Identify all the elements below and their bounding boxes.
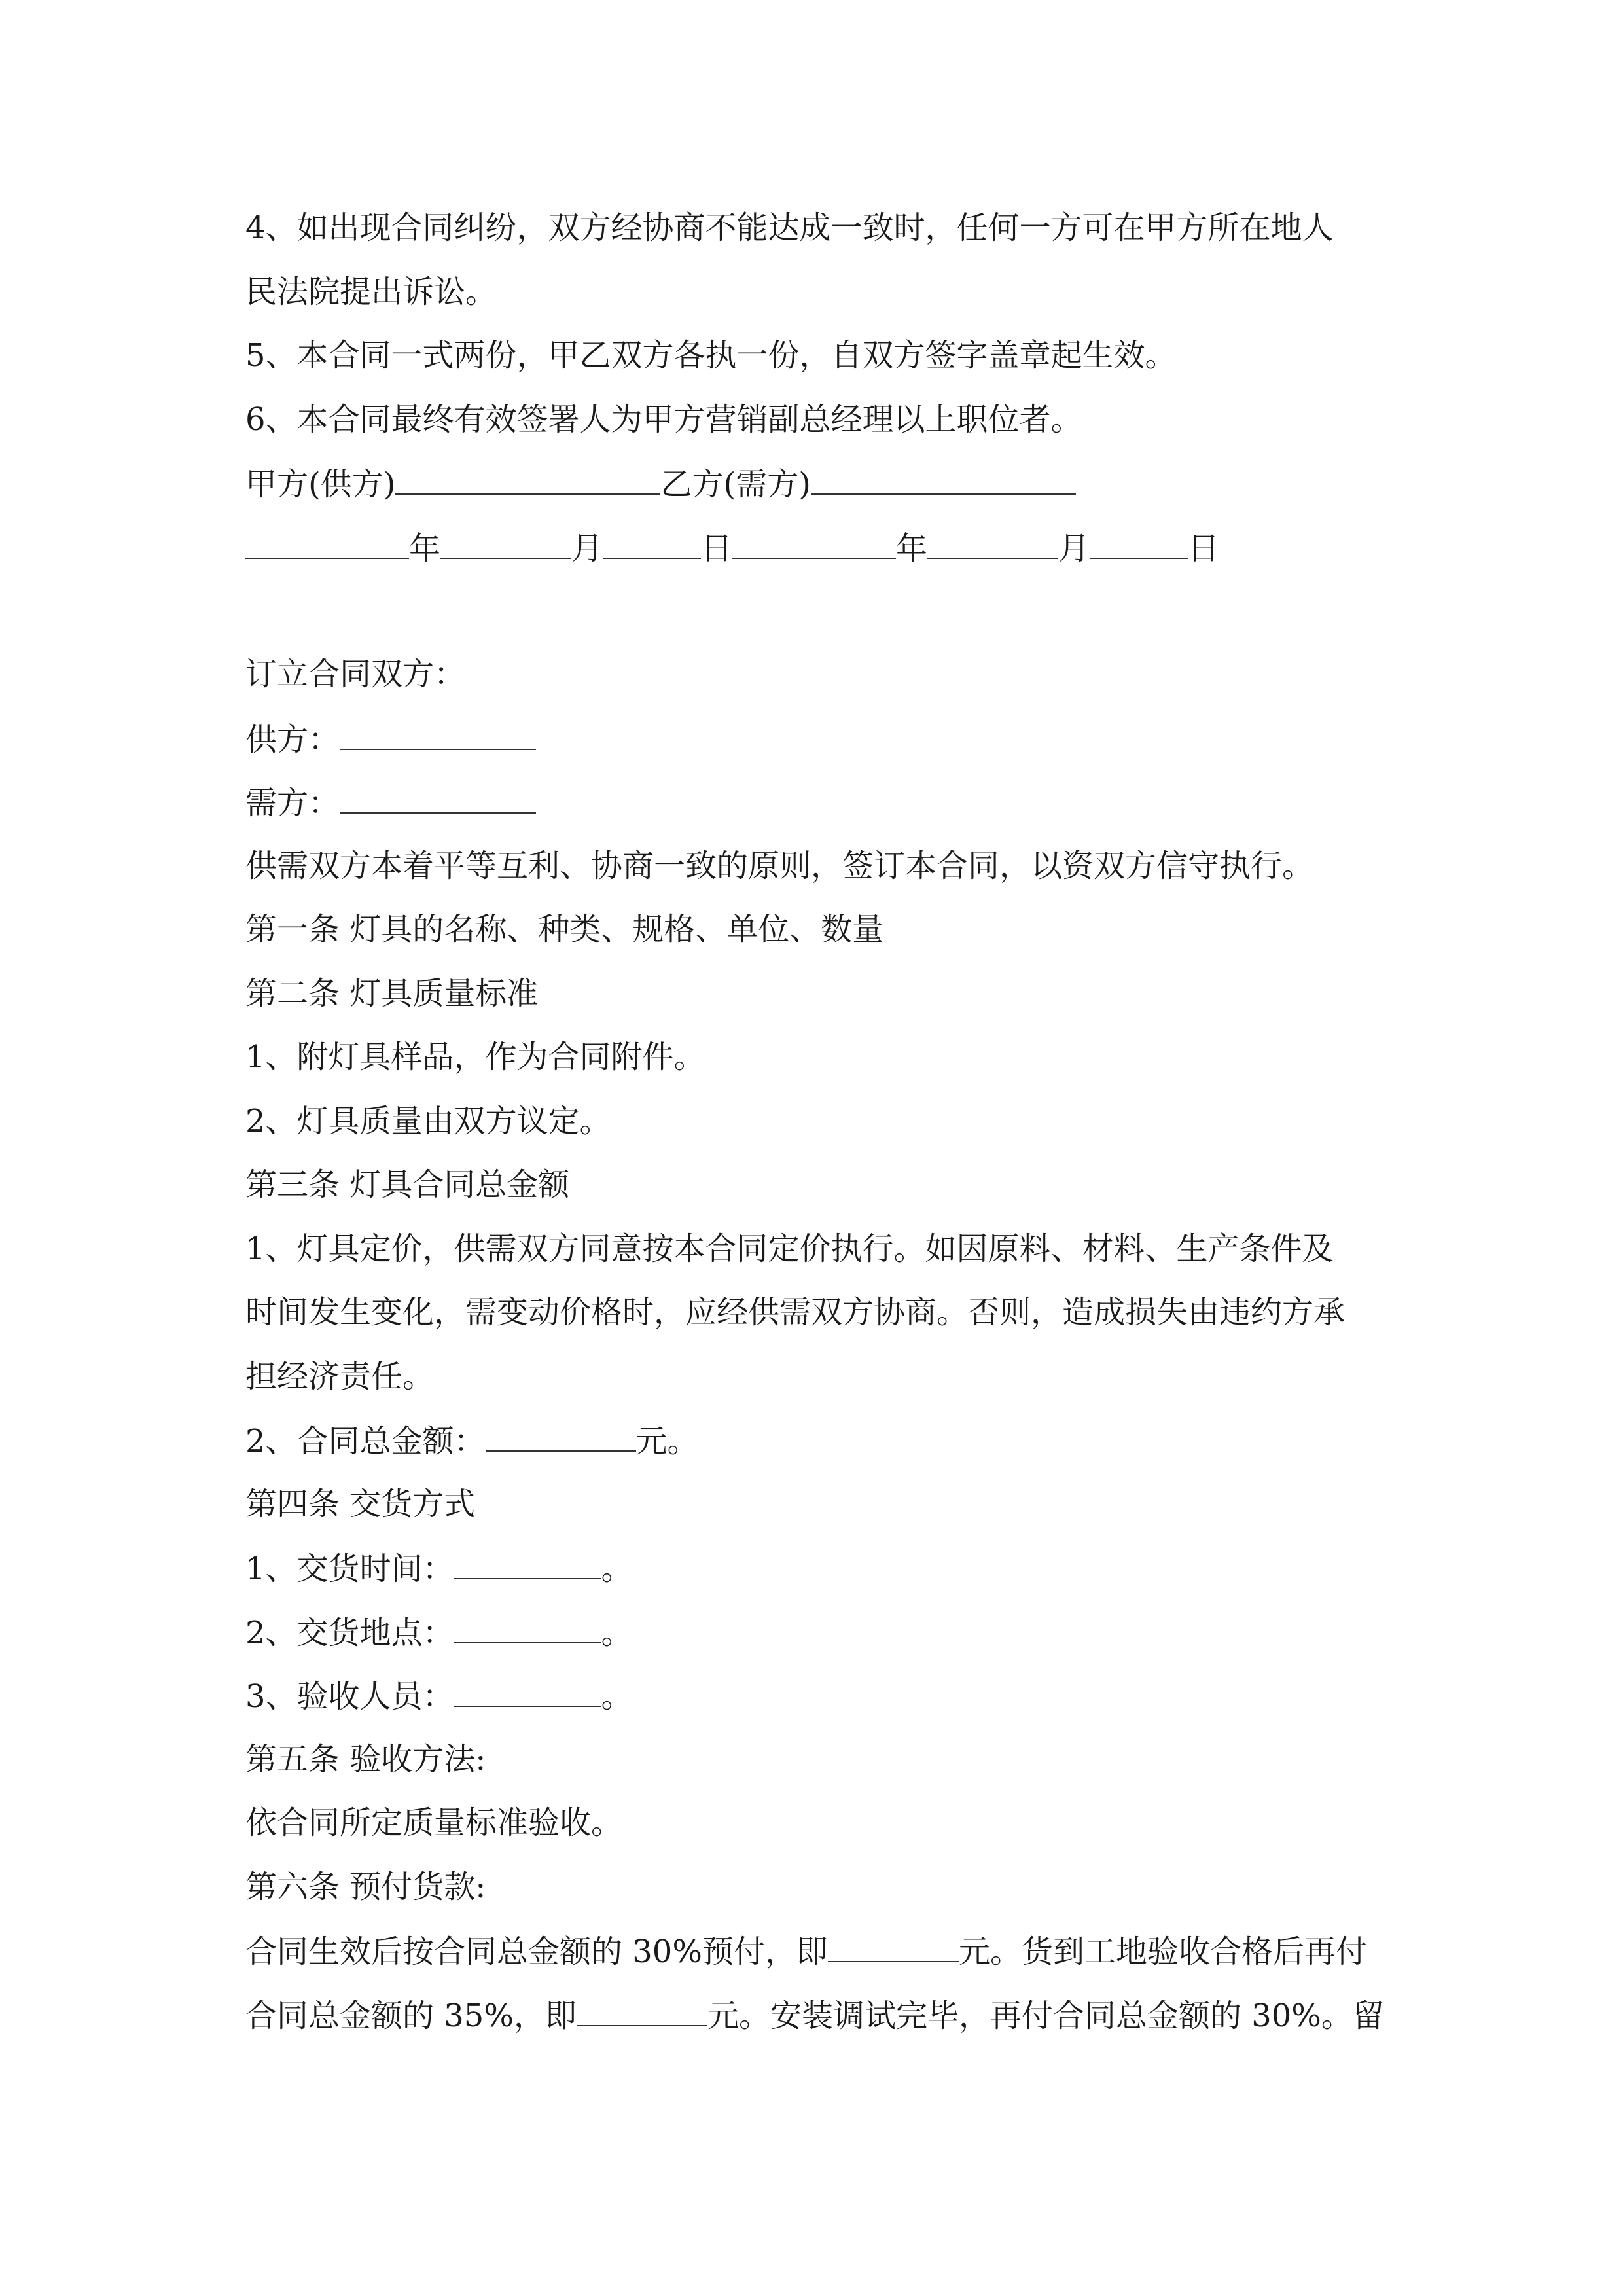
- article-1-heading: 第一条 灯具的名称、种类、规格、单位、数量: [245, 911, 884, 948]
- article-3-item-1: 1、灯具定价，供需双方同意按本合同定价执行。如因原料、材料、生产条件及: [245, 1230, 1334, 1267]
- party-b-blank: [811, 463, 1076, 495]
- total-amount-unit: 元。: [635, 1423, 699, 1460]
- article-5-heading: 第五条 验收方法:: [245, 1741, 486, 1778]
- supplier-line: [245, 719, 536, 759]
- day-label: 日: [1188, 530, 1220, 567]
- day-label: 日: [701, 530, 733, 567]
- date-blank: [1090, 528, 1188, 559]
- supplier-blank: [340, 719, 536, 750]
- delivery-place-line: [245, 1612, 633, 1653]
- party-a-blank: [395, 463, 660, 495]
- total-amount-blank: [486, 1420, 636, 1452]
- inspector-label: 3、验收人员：: [245, 1678, 454, 1715]
- prepay-text: 合同生效后按合同总金额的 30%预付，即: [245, 1933, 828, 1970]
- inspector-line: [245, 1676, 633, 1716]
- year-label: 年: [409, 530, 441, 567]
- delivery-time-line: [245, 1548, 633, 1588]
- buyer-line: [245, 782, 536, 823]
- prepay-text: 合同总金额的 35%，即: [245, 1998, 577, 2034]
- date-blank: [732, 528, 896, 559]
- delivery-time-blank: [454, 1548, 601, 1579]
- article-3-heading: 第三条 灯具合同总金额: [245, 1166, 570, 1203]
- article-4-heading: 第四条 交货方式: [245, 1486, 476, 1522]
- article-3-item-1-cont: 担经济责任。: [245, 1358, 435, 1395]
- article-3-item-1-cont: 时间发生变化，需变动价格时，应经供需双方协商。否则，造成损失由违约方承: [245, 1294, 1346, 1331]
- inspector-blank: [454, 1676, 601, 1707]
- clause-signatory: 6、本合同最终有效签署人为甲方营销副总经理以上职位者。: [245, 401, 1082, 438]
- total-amount-label: 2、合同总金额：: [245, 1423, 486, 1460]
- contract-parties-heading: 订立合同双方：: [245, 656, 466, 692]
- signature-date-line: [245, 528, 1219, 568]
- supplier-label: 供方：: [245, 721, 340, 758]
- delivery-time-label: 1、交货时间：: [245, 1551, 454, 1587]
- party-a-label: 甲方(供方): [245, 466, 396, 503]
- year-label: 年: [896, 530, 928, 567]
- date-blank: [603, 528, 701, 559]
- clause-dispute-cont: 民法院提出诉讼。: [245, 274, 497, 310]
- party-b-label: 乙方(需方): [660, 466, 811, 503]
- prepay-text: 元。安装调试完毕，再付合同总金额的 30%。留: [707, 1998, 1384, 2034]
- article-5-text: 依合同所定质量标准验收。: [245, 1804, 623, 1841]
- article-2-item-2: 2、灯具质量由双方议定。: [245, 1103, 611, 1139]
- prepay-line-2: [245, 1995, 1384, 2036]
- article-2-item-1: 1、附灯具样品，作为合同附件。: [245, 1039, 705, 1075]
- article-2-heading: 第二条 灯具质量标准: [245, 975, 539, 1012]
- period: 。: [601, 1678, 633, 1715]
- buyer-blank: [340, 782, 536, 814]
- clause-copies: 5、本合同一式两份，甲乙双方各执一份，自双方签字盖章起生效。: [245, 337, 1177, 374]
- preamble: 供需双方本着平等互利、协商一致的原则，签订本合同，以资双方信守执行。: [245, 848, 1314, 884]
- date-blank: [440, 528, 571, 559]
- prepay-text: 元。货到工地验收合格后再付: [958, 1933, 1367, 1970]
- month-label: 月: [571, 530, 603, 567]
- prepay-blank: [828, 1931, 959, 1962]
- article-3-item-2: [245, 1420, 699, 1461]
- month-label: 月: [1058, 530, 1090, 567]
- delivery-place-blank: [454, 1612, 601, 1643]
- date-blank: [245, 528, 409, 559]
- delivery-place-label: 2、交货地点：: [245, 1615, 454, 1651]
- signature-parties-line: [245, 463, 1076, 504]
- period: 。: [601, 1615, 633, 1651]
- article-6-heading: 第六条 预付货款:: [245, 1869, 486, 1905]
- date-blank: [927, 528, 1058, 559]
- prepay-line-1: [245, 1931, 1367, 1971]
- clause-dispute: 4、如出现合同纠纷，双方经协商不能达成一致时，任何一方可在甲方所在地人: [245, 209, 1334, 246]
- prepay-blank: [577, 1995, 707, 2026]
- period: 。: [601, 1551, 633, 1587]
- buyer-label: 需方：: [245, 785, 340, 821]
